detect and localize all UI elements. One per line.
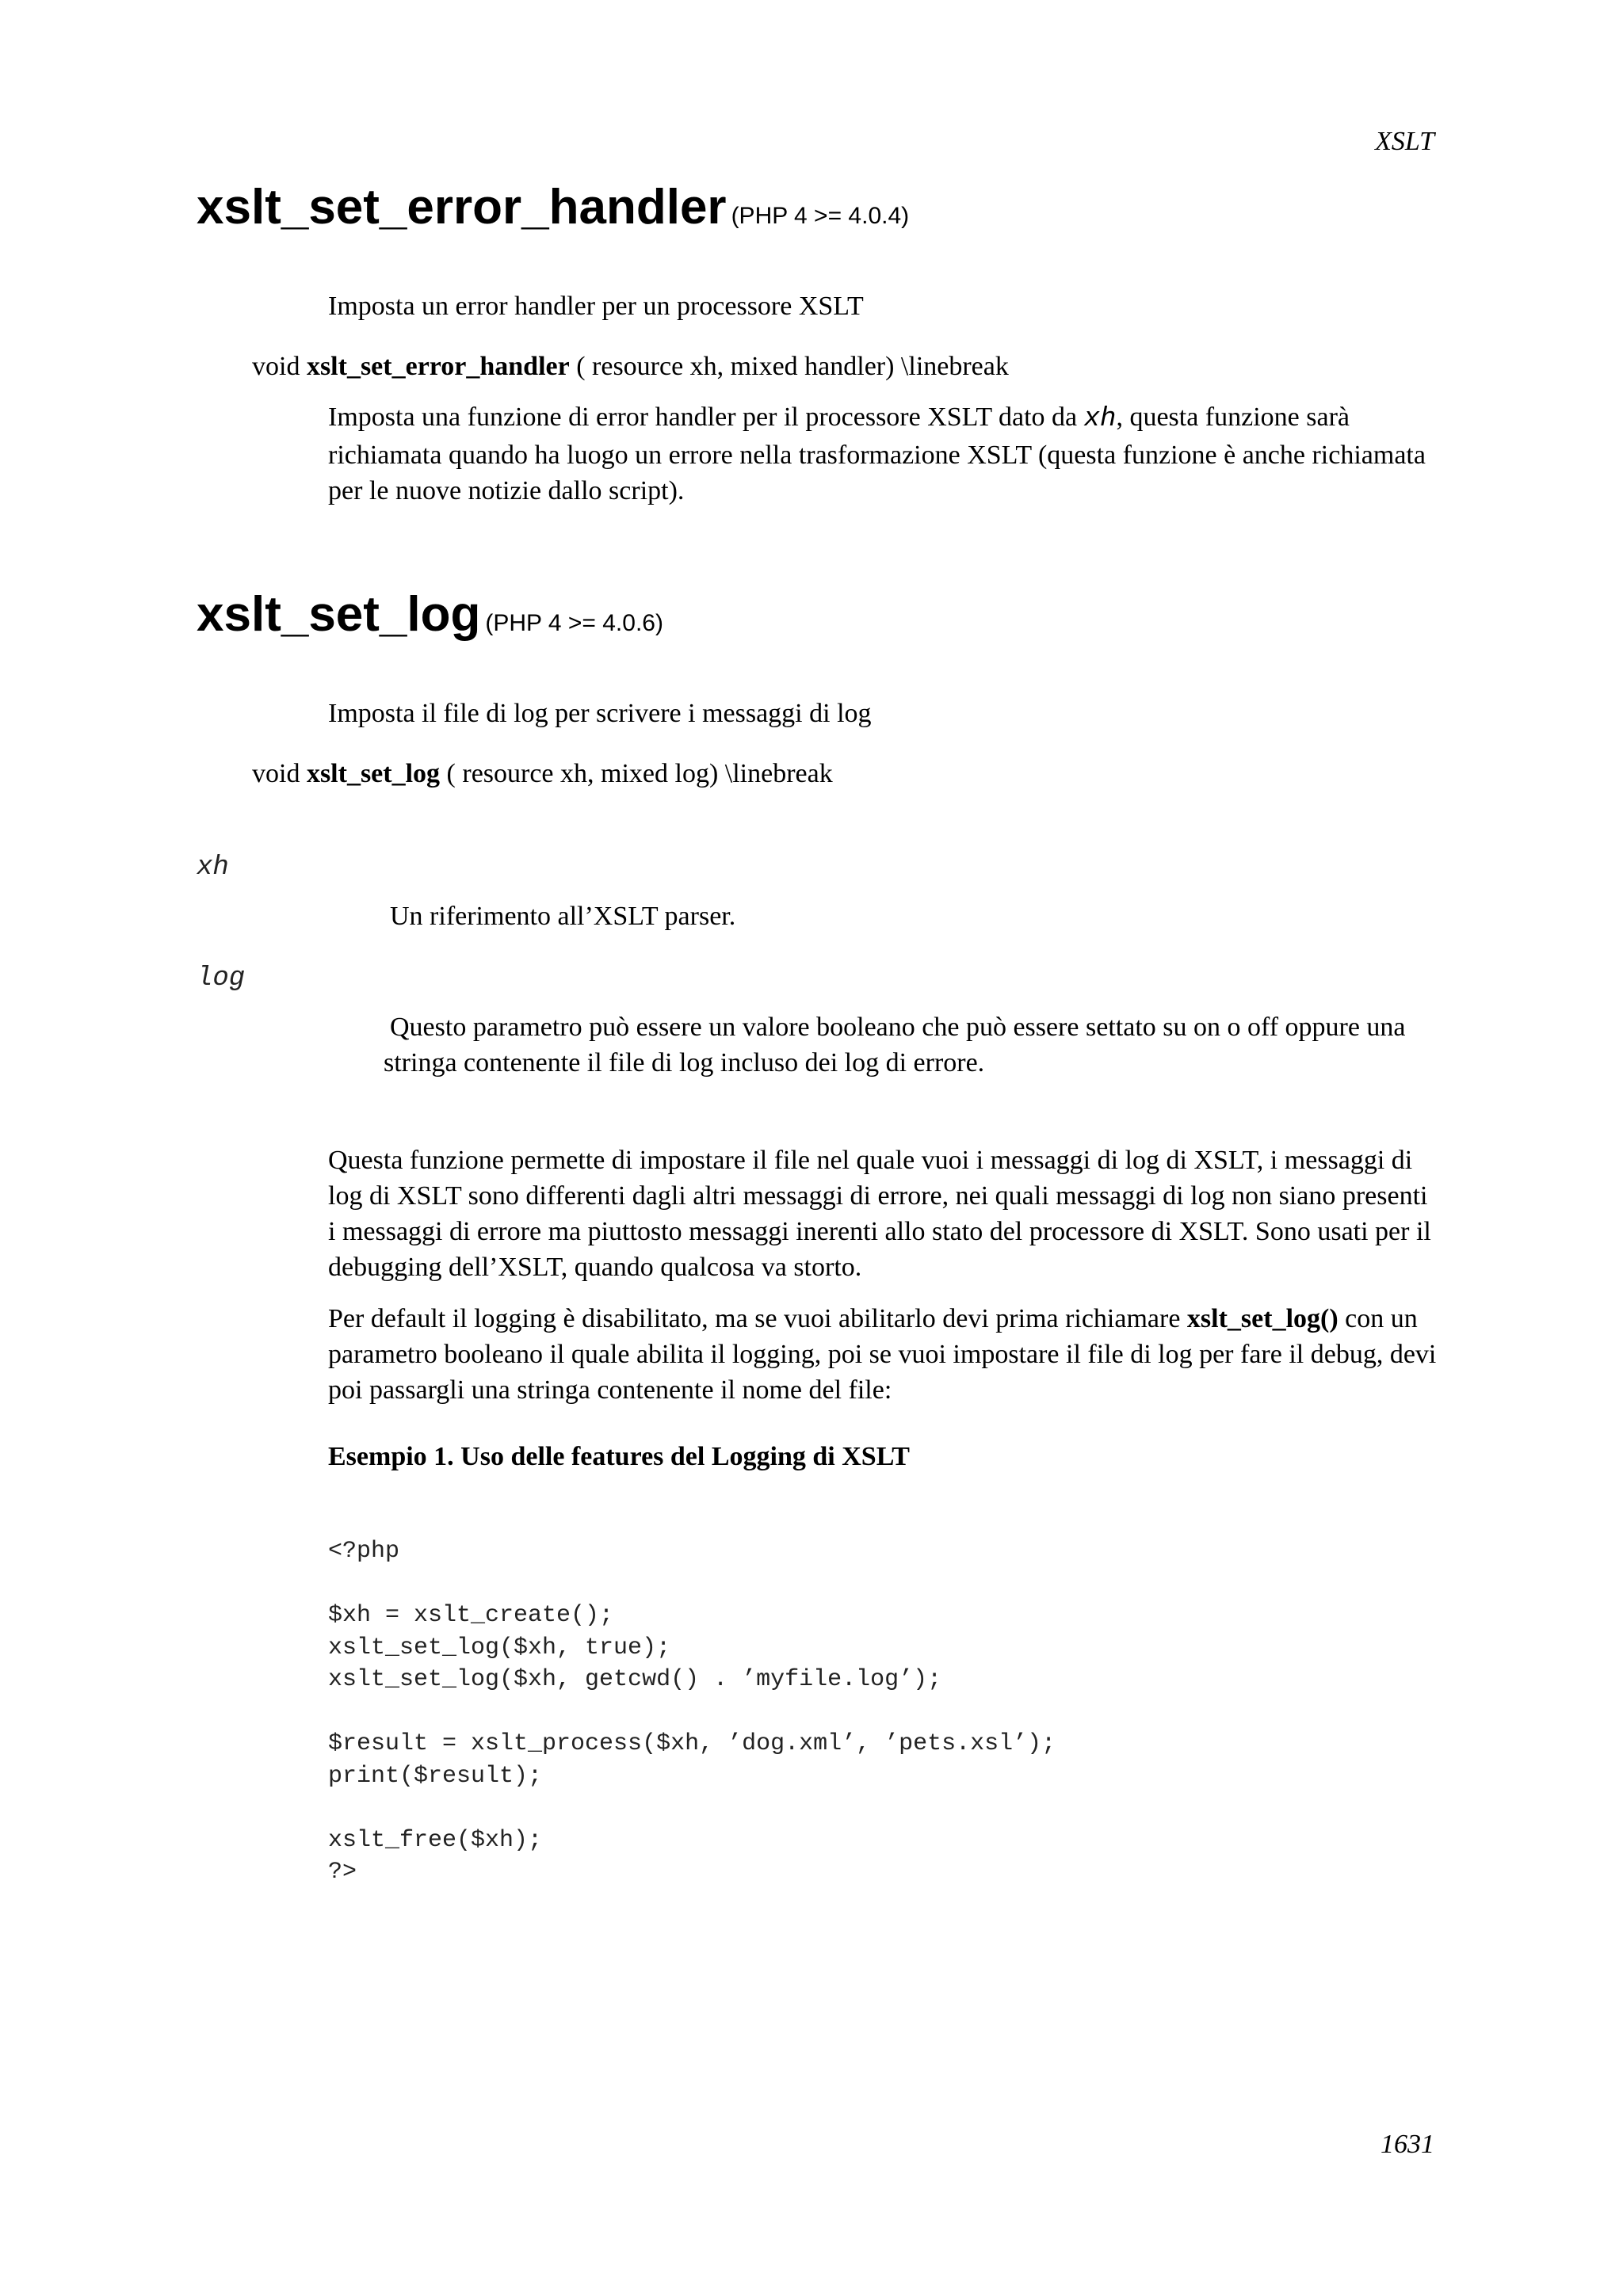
example-title: Esempio 1. Uso delle features del Logging di XSLT <box>328 1442 910 1471</box>
return-type: void <box>252 352 300 381</box>
paragraph-text: con un parametro booleano il quale abilita il logging, poi se vuoi impostare il file di log per fare il debug, devi poi passargli una stringa contenente il nome del file: <box>328 1304 1437 1405</box>
function-synopsis <box>252 352 1009 382</box>
function-description <box>328 399 1438 509</box>
synopsis-args: ( resource xh, mixed log) \linebreak <box>446 759 833 788</box>
return-type: void <box>252 759 300 788</box>
paragraph-text: Per default il logging è disabilitato, ma se vuoi abilitarlo devi prima richiamare <box>328 1304 1187 1333</box>
body-paragraph <box>328 1301 1438 1408</box>
function-version: (PHP 4 >= 4.0.6) <box>485 610 663 636</box>
parameter-description: Questo parametro può essere un valore booleano che può essere settato su on o off oppure una stringa contenente il file di log incluso dei log di errore. <box>384 1013 1406 1077</box>
running-header: XSLT <box>1375 127 1434 156</box>
function-purpose: Imposta un error handler per un processore XSLT <box>328 292 864 321</box>
description-text: , questa funzione sarà richiamata quando ha luogo un errore nella trasformazione XSLT (questa funzione è anche richiamata per le nuove notizie dallo script). <box>328 402 1426 505</box>
function-synopsis <box>252 759 833 789</box>
page-number: 1631 <box>1381 2130 1434 2159</box>
synopsis-args: ( resource xh, mixed handler) \linebreak <box>576 352 1009 381</box>
code-example: <?php $xh = xslt_create(); xslt_set_log($xh, true); xslt_set_log($xh, getcwd() . ’myfile.log’); $result = xslt_process($xh, ’dog.xml’, ’pets.xsl’); print($result); xslt_free($xh); ?> <box>328 1538 1056 1886</box>
body-paragraph: Questa funzione permette di impostare il file nel quale vuoi i messaggi di log di XSLT, i messaggi di log di XSLT sono differenti dagli altri messaggi di errore, nei quali messaggi di log non siano presenti i messaggi di errore ma piuttosto messaggi inerenti allo stato del processore di XSLT. Sono usati per il debugging dell’XSLT, quando qualcosa va storto. <box>328 1146 1431 1282</box>
description-text: Imposta una funzione di error handler per il processore XSLT dato da <box>328 402 1084 432</box>
function-title-error-handler <box>197 179 909 235</box>
function-name: xslt_set_log <box>197 587 481 642</box>
parameter-description: Un riferimento all’XSLT parser. <box>390 902 736 931</box>
function-version: (PHP 4 >= 4.0.4) <box>731 203 910 229</box>
synopsis-function-name: xslt_set_log <box>306 759 441 788</box>
function-title-set-log <box>197 586 663 643</box>
function-name: xslt_set_error_handler <box>197 180 727 235</box>
function-purpose: Imposta il file di log per scrivere i messaggi di log <box>328 699 872 728</box>
parameter-term: log <box>197 963 246 994</box>
parameter-term: xh <box>197 852 229 883</box>
synopsis-function-name: xslt_set_error_handler <box>306 352 570 381</box>
function-reference: xslt_set_log() <box>1186 1304 1338 1333</box>
param-reference: xh <box>1083 404 1117 434</box>
